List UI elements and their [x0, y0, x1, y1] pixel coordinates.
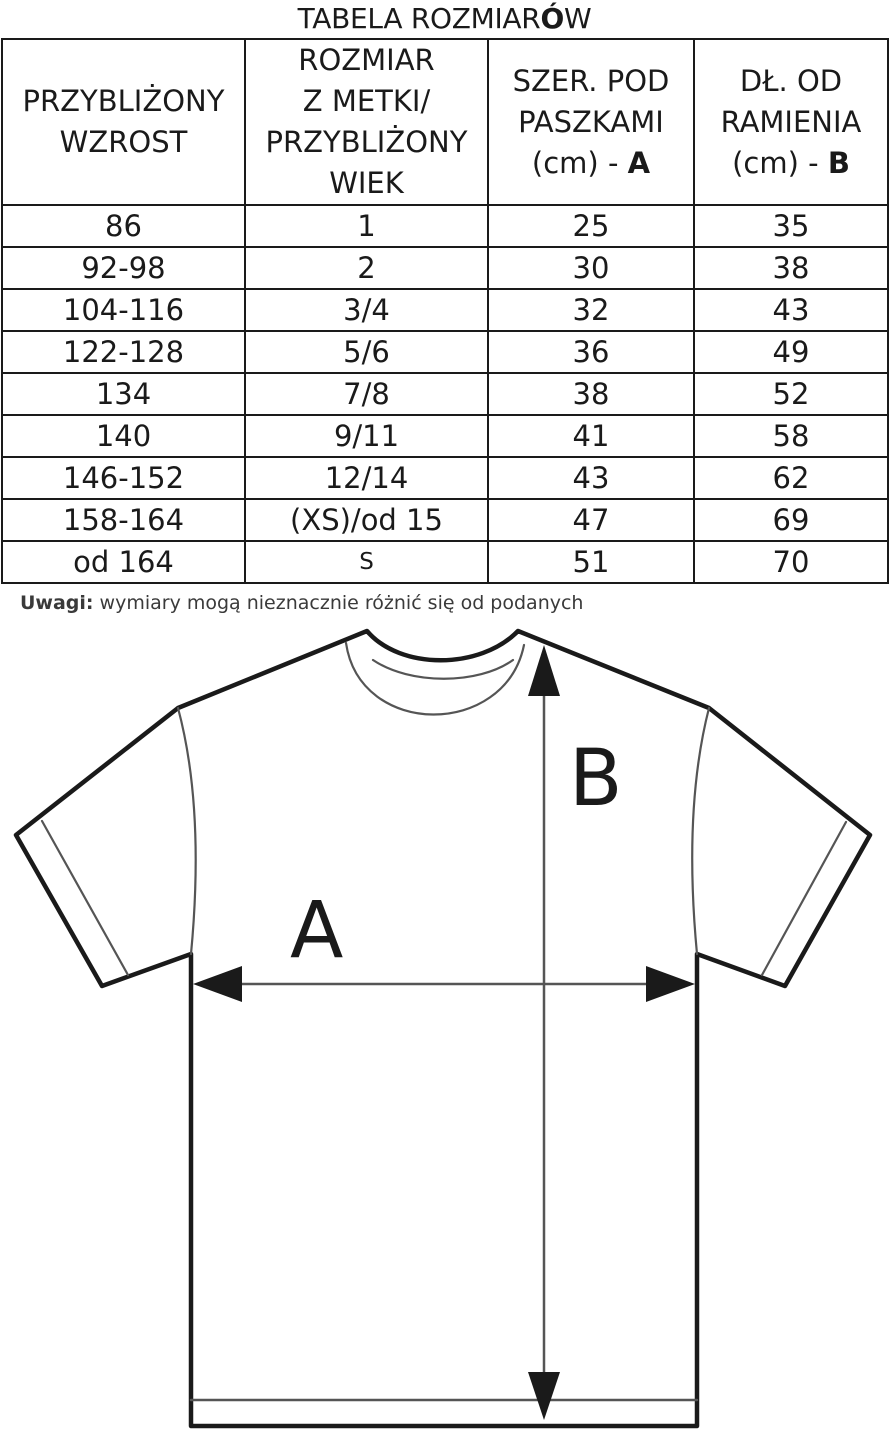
chest-width-cell: 36: [488, 331, 694, 373]
table-row: [2, 415, 888, 457]
tshirt-outline: [16, 631, 870, 1426]
length-cell: 69: [694, 499, 888, 541]
chest-width-cell: 38: [488, 373, 694, 415]
length-cell: 35: [694, 205, 888, 247]
chest-width-cell: 47: [488, 499, 694, 541]
size-age-cell: 9/11: [245, 415, 488, 457]
table-row: [2, 541, 888, 583]
chest-width-cell: 41: [488, 415, 694, 457]
chest-width-cell: 25: [488, 205, 694, 247]
measurement-a-left-arrow: [193, 966, 242, 1002]
note-text: wymiary mogą nieznacznie różnić się od podanych: [93, 592, 584, 614]
table-header-row: [2, 39, 888, 205]
height-cell: 104-116: [2, 289, 245, 331]
length-cell: 62: [694, 457, 888, 499]
chest-width-cell: 32: [488, 289, 694, 331]
height-cell: 122-128: [2, 331, 245, 373]
length-cell: 38: [694, 247, 888, 289]
header-label-size-age: ROZMIAR Z METKI/ PRZYBLIŻONY WIEK: [245, 39, 488, 205]
height-cell: 146-152: [2, 457, 245, 499]
size-age-cell: 7/8: [245, 373, 488, 415]
size-table: [1, 38, 889, 584]
left-armhole-seam: [178, 708, 196, 954]
size-age-cell: 3/4: [245, 289, 488, 331]
table-row: [2, 457, 888, 499]
title-bold-letter: Ó: [540, 2, 564, 35]
length-cell: 52: [694, 373, 888, 415]
height-cell: od 164: [2, 541, 245, 583]
title-prefix: TABELA ROZMIAR: [297, 2, 541, 35]
size-table-title: [0, 0, 889, 38]
tshirt-body-outline: [16, 631, 870, 1426]
length-cell: 70: [694, 541, 888, 583]
tshirt-diagram: [0, 620, 889, 1440]
height-cell: 158-164: [2, 499, 245, 541]
size-age-cell: S: [245, 541, 488, 583]
size-age-cell: 12/14: [245, 457, 488, 499]
table-row: [2, 205, 888, 247]
measurement-b-top-arrow: [528, 645, 560, 696]
title-suffix: W: [563, 2, 592, 35]
height-cell: 134: [2, 373, 245, 415]
length-cell: 58: [694, 415, 888, 457]
size-age-cell: 2: [245, 247, 488, 289]
header-height: PRZYBLIŻONY WZROST: [2, 39, 245, 205]
right-armhole-seam: [692, 708, 709, 954]
measurement-a-label: A: [290, 886, 344, 976]
table-row: [2, 289, 888, 331]
header-length-b: DŁ. OD RAMIENIA (cm) - B: [694, 39, 888, 205]
chest-width-cell: 43: [488, 457, 694, 499]
size-age-cell: 5/6: [245, 331, 488, 373]
header-chest-width-a: SZER. POD PASZKAMI (cm) - A: [488, 39, 694, 205]
chest-width-cell: 30: [488, 247, 694, 289]
note-label: Uwagi:: [20, 592, 94, 614]
length-cell: 43: [694, 289, 888, 331]
length-cell: 49: [694, 331, 888, 373]
table-row: [2, 373, 888, 415]
measurement-b: [528, 645, 623, 1420]
size-age-cell: (XS)/od 15: [245, 499, 488, 541]
table-row: [2, 247, 888, 289]
height-cell: 140: [2, 415, 245, 457]
chest-width-cell: 51: [488, 541, 694, 583]
height-cell: 92-98: [2, 247, 245, 289]
measurement-a-right-arrow: [646, 966, 695, 1002]
measurement-b-bottom-arrow: [528, 1372, 560, 1420]
size-age-cell: 1: [245, 205, 488, 247]
measurement-a: [193, 886, 695, 1002]
measurement-b-label: B: [569, 734, 623, 824]
table-row: [2, 331, 888, 373]
collar-band: [373, 660, 513, 679]
table-row: [2, 499, 888, 541]
height-cell: 86: [2, 205, 245, 247]
size-rows: [2, 205, 888, 583]
note: [20, 590, 583, 616]
